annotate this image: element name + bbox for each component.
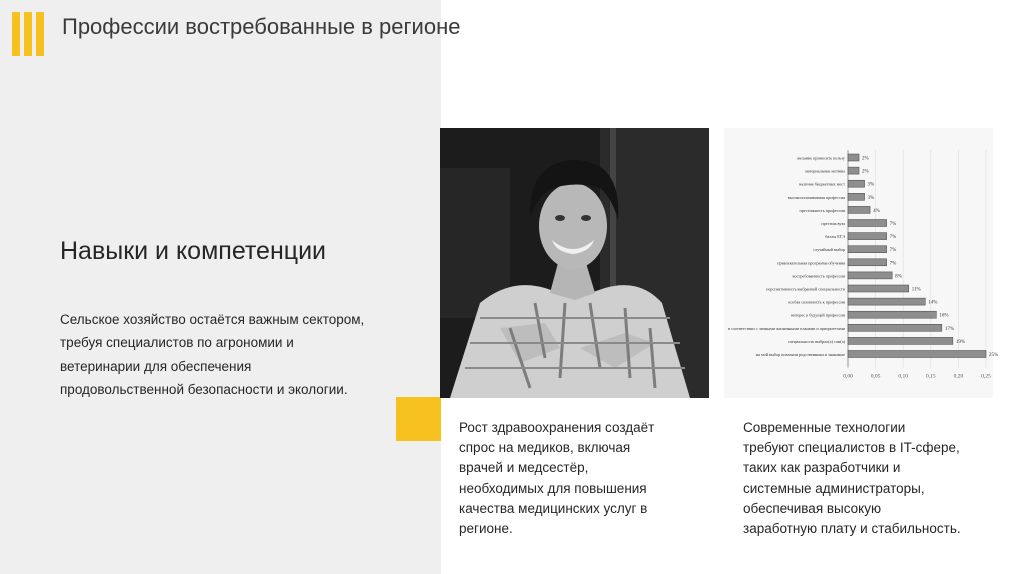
bar-mark — [848, 272, 892, 279]
category-label: баллы ЕГЭ — [825, 234, 845, 240]
slide-title: Профессии востребованные в регионе — [62, 14, 461, 39]
text-line: Современные технологии — [743, 420, 906, 435]
x-tick-label: 0,25 — [981, 373, 991, 380]
text-line: регионе. — [459, 521, 513, 537]
x-tick-label: 0,10 — [898, 373, 909, 380]
category-label: перспективность выбранной специальности — [766, 286, 845, 292]
text-line: качества медицинских услуг в — [459, 500, 648, 516]
data-label: 25% — [989, 353, 999, 358]
text-line: спрос на медиков, включая — [459, 440, 631, 456]
data-label: 7% — [889, 235, 897, 241]
accent-bar — [24, 12, 32, 56]
text-line: необходимых для повышения — [459, 480, 647, 496]
left-panel — [0, 0, 441, 574]
category-label: специальность выбрал(а) сам(а) — [787, 338, 845, 344]
data-label: 17% — [944, 326, 955, 332]
category-label: в соответствии с личными жизненными планами и приоритетами — [727, 325, 845, 331]
data-label: 11% — [911, 287, 921, 293]
data-label: 3% — [867, 195, 875, 201]
bar-mark — [848, 233, 887, 240]
healthcare-paragraph — [459, 418, 654, 539]
data-label: 2% — [862, 156, 869, 162]
person-photo — [440, 128, 709, 398]
data-label: 8% — [895, 274, 902, 280]
data-label: 3% — [867, 182, 875, 188]
data-label: 16% — [939, 313, 949, 319]
data-label: 4% — [873, 208, 880, 214]
bar-chart — [724, 128, 999, 398]
data-label: 7% — [889, 248, 897, 254]
text-line: требуют специалистов в IT-сфере, — [743, 440, 960, 456]
bar-mark — [848, 246, 887, 253]
text-line: обеспечивая высокую — [743, 500, 882, 516]
text-line: системные администраторы, — [743, 480, 925, 496]
section-heading: Навыки и компетенции — [60, 237, 327, 265]
bar-mark — [848, 351, 986, 358]
data-label: 7% — [889, 261, 897, 267]
it-paragraph — [743, 418, 961, 539]
accent-square — [396, 397, 441, 441]
bar-mark — [848, 167, 859, 174]
category-label: престиж вуза — [821, 221, 845, 226]
x-tick-label: 0,20 — [953, 373, 964, 380]
category-label: наличие бюджетных мест — [799, 181, 845, 187]
bar-mark — [848, 259, 887, 266]
bar-mark — [848, 193, 865, 200]
category-label: высокооплачиваемая профессия — [787, 194, 845, 200]
text-line: ветеринарии для обеспечения — [60, 358, 252, 374]
text-line: таких как разработчики и — [743, 460, 901, 476]
accent-bar — [12, 12, 20, 56]
data-label: 2% — [862, 169, 869, 175]
text-line: заработную плату и стабильность. — [743, 521, 961, 537]
bar-mark — [848, 311, 936, 318]
x-tick-label: 0,15 — [925, 373, 936, 380]
category-label: желание приносить пользу — [797, 155, 845, 161]
x-tick-label: 0,05 — [870, 373, 881, 380]
accent-bar — [36, 12, 44, 56]
bar-mark — [848, 298, 925, 305]
bar-mark — [848, 337, 953, 344]
text-line: продовольственной безопасности и экологии. — [60, 381, 348, 397]
category-label: особая склонность к профессии — [788, 299, 845, 305]
bar-mark — [848, 324, 942, 331]
text-line: врачей и медсестёр, — [459, 460, 589, 476]
text-line: требуя специалистов по агрономии и — [60, 335, 294, 351]
bar-mark — [848, 206, 870, 213]
data-label: 19% — [955, 339, 966, 345]
x-tick-label: 0,00 — [843, 373, 853, 380]
category-label: престижность профессии — [799, 207, 845, 213]
category-label: интерес к будущей профессии — [791, 312, 845, 318]
bar-chart-svg — [724, 128, 999, 398]
category-label: привлекательная программа обучения — [777, 260, 845, 266]
text-line: Сельское хозяйство остаётся важным сектором, — [60, 312, 365, 327]
bar-mark — [848, 154, 859, 161]
category-label: материальные мотивы — [805, 168, 845, 174]
category-label: востребованность профессии — [792, 273, 845, 279]
category-label: случайный выбор — [813, 247, 845, 253]
data-label: 7% — [889, 222, 897, 227]
agriculture-paragraph — [60, 308, 380, 401]
person-photo-graphic — [440, 128, 709, 398]
bar-mark — [848, 285, 909, 292]
category-label: на мой выбор повлияли родственники и знакомые — [755, 352, 845, 357]
data-label: 14% — [928, 300, 938, 306]
bar-mark — [848, 220, 887, 227]
bar-mark — [848, 180, 865, 187]
text-line: Рост здравоохранения создаёт — [459, 420, 655, 435]
